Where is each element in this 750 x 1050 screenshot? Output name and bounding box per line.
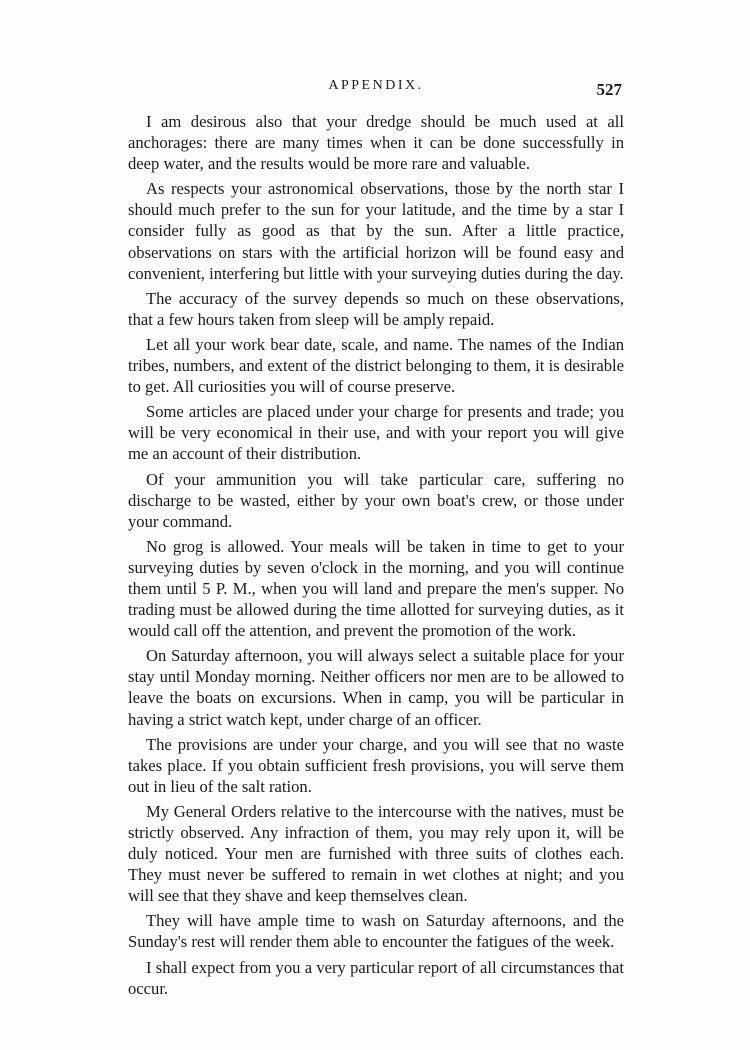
paragraph-dredge: I am desirous also that your dredge should be much used at all anchorages: there are many times when it can be done successfully in deep water, and the results would be more rare and valuable.: [128, 112, 624, 174]
paragraph-washing: They will have ample time to wash on Saturday afternoons, and the Sunday's rest will render them able to encounter the fatigues of the week.: [128, 911, 624, 952]
paragraph-grog-and-meals: No grog is allowed. Your meals will be taken in time to get to your surveying duties by seven o'clock in the morning, and you will continue them until 5 P. M., when you will land and prepare the men's supper. No trading must be allowed during the time allotted for surveying duties, as it would call off the attention, and prevent the promotion of the work.: [128, 536, 624, 641]
running-title: APPENDIX.: [328, 78, 424, 93]
paragraph-work-records: Let all your work bear date, scale, and name. The names of the Indian tribes, numbers, and extent of the district belonging to them, it is desirable to get. All curiosities you will of course preserve.: [128, 334, 624, 397]
paragraph-astronomical-observations: As respects your astronomical observations, those by the north star I should much prefer to the sun for your latitude, and the time by a star I consider fully as good as that by the sun. After a little practice, observations on stars with the artificial horizon will be found easy and convenient, interfering but little with your surveying duties during the day.: [128, 179, 624, 283]
paragraph-general-orders: My General Orders relative to the intercourse with the natives, must be strictly observed. Any infraction of them, you may rely upon it, will be duly noticed. Your men are furnished with three suits of clothes each. They must never be suffered to remain in wet clothes at night; and you will see that they shave and keep themselves clean.: [128, 801, 624, 906]
paragraph-report: I shall expect from you a very particular report of all circumstances that occur.: [128, 957, 624, 998]
paragraph-articles-for-trade: Some articles are placed under your charge for presents and trade; you will be very economical in their use, and with your report you will give me an account of their distribution.: [128, 402, 624, 464]
page-number: 527: [596, 80, 622, 99]
paragraph-saturday-afternoon: On Saturday afternoon, you will always select a suitable place for your stay until Monday morning. Neither officers nor men are to be allowed to leave the boats on excursions. When in camp, you will be particular in having a strict watch kept, under charge of an officer.: [128, 646, 624, 729]
body-text: [128, 111, 624, 1003]
paragraph-provisions: The provisions are under your charge, and you will see that no waste takes place. If you obtain sufficient fresh provisions, you will serve them out in lieu of the salt ration.: [128, 734, 624, 796]
page-header: [128, 78, 624, 102]
paragraph-survey-accuracy: The accuracy of the survey depends so much on these observations, that a few hours taken from sleep will be amply repaid.: [128, 288, 624, 329]
paragraph-ammunition: Of your ammunition you will take particular care, suffering no discharge to be wasted, either by your own boat's crew, or those under your command.: [128, 469, 624, 531]
